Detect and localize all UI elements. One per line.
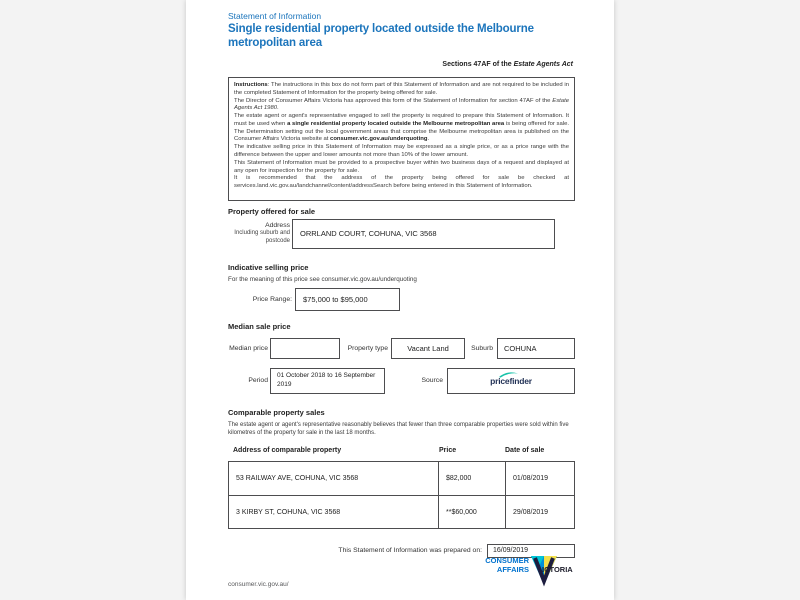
statement-of-information-page — [186, 0, 614, 600]
comparable-sales-note: The estate agent or agent's representative reasonably believes that fewer than three comparable properties were sold within five kilometres of the property for sale in the last 18 months. — [228, 422, 569, 437]
instructions-paragraph-3: The estate agent or agent's representative engaged to sell the property is required to prepare this Statement of Information. It must be used when a single residential property located outside the Melbourne metropolitan area is being offered for sale. The Determination setting out the local government areas that comprise the Melbourne metropolitan area is published on the Consumer Affairs Victoria website at consumer.vic.gov.au/underquoting. — [234, 113, 569, 143]
period-label: Period — [248, 377, 268, 384]
section-ref-act-name: Estate Agents Act — [513, 61, 573, 68]
instructions-paragraph-4: The indicative selling price in this Statement of Information may be expressed as a single price, or as a price range with the difference between the upper and lower amounts not more than 10% of the lower amount. — [234, 144, 569, 159]
median-price-label: Median price — [229, 345, 268, 352]
document-title: Single residential property located outside the Melbourne metropolitan area — [228, 23, 534, 49]
source-field — [447, 368, 575, 394]
address-sublabel: Including suburb and postcode — [234, 230, 290, 244]
underquoting-url: consumer.vic.gov.au/underquoting — [330, 136, 428, 143]
table-row — [229, 462, 574, 495]
instructions-paragraph-2: The Director of Consumer Affairs Victoria has approved this form of the Statement of Information for section 47AF of the Estate Agents Act 1980. — [234, 97, 569, 112]
instructions-box — [228, 77, 575, 201]
comparable-sales-heading: Comparable property sales — [228, 408, 325, 417]
address-field: ORRLAND COURT, COHUNA, VIC 3568 — [292, 219, 555, 249]
table-header-price: Price — [439, 447, 457, 454]
consumer-affairs-victoria-logo — [482, 555, 578, 593]
section-ref-prefix: Sections 47AF of the — [442, 61, 514, 68]
footer-website: consumer.vic.gov.au/ — [228, 581, 289, 588]
price-range-label: Price Range: — [252, 296, 292, 303]
table-header-address: Address of comparable property — [233, 447, 342, 454]
pricefinder-wordmark: pricefinder — [490, 376, 532, 386]
instructions-label: Instructions — [234, 82, 268, 88]
median-sale-price-heading: Median sale price — [228, 322, 291, 331]
table-row — [229, 495, 574, 528]
pricefinder-swoosh-icon — [499, 370, 519, 378]
suburb-field: COHUNA — [497, 338, 575, 359]
document-eyebrow: Statement of Information — [228, 11, 322, 21]
legal-section-reference — [442, 61, 573, 68]
indicative-price-heading: Indicative selling price — [228, 263, 309, 272]
cell-address: 3 KIRBY ST, COHUNA, VIC 3568 — [236, 508, 341, 516]
cell-price: $82,000 — [438, 462, 505, 495]
cell-address: 53 RAILWAY AVE, COHUNA, VIC 3568 — [236, 475, 359, 482]
act-name-italic: Estate Agents Act 1980 — [234, 97, 569, 112]
price-range-field: $75,000 to $95,000 — [295, 288, 400, 311]
property-type-field: Vacant Land — [391, 338, 465, 359]
table-header-date: Date of sale — [505, 447, 545, 454]
indicative-price-note: For the meaning of this price see consumer.vic.gov.au/underquoting — [228, 276, 417, 283]
instructions-paragraph-1: Instructions: The instructions in this box do not form part of this Statement of Information and are not required to be included in the completed Statement of Information for the property being offered for sale. — [234, 82, 569, 96]
logo-victoria-text: ICTORIA — [542, 565, 573, 574]
source-label: Source — [421, 377, 443, 384]
pricefinder-logo — [490, 376, 532, 386]
prepared-on-field: 16/09/2019 — [487, 544, 575, 558]
cell-price: **$60,000 — [438, 496, 505, 528]
instructions-paragraph-6: It is recommended that the address of the property being offered for sale be checked at services.land.vic.gov.au/landchannel/content/addressSearch before being entered in this Statement of Information. — [234, 175, 569, 190]
median-price-field — [270, 338, 340, 359]
cell-date: 29/08/2019 — [505, 496, 574, 528]
property-type-label: Property type — [347, 345, 388, 352]
suburb-label: Suburb — [471, 345, 493, 352]
address-label: Address Including suburb and postcode — [228, 222, 290, 245]
comparable-sales-table — [228, 461, 575, 529]
period-field: 01 October 2018 to 16 September 2019 — [270, 368, 385, 394]
cell-date: 01/08/2019 — [505, 462, 574, 495]
property-offered-heading: Property offered for sale — [228, 207, 316, 216]
instructions-paragraph-5: This Statement of Information must be provided to a prospective buyer within two business days of a request and displayed at any open for inspection for the property for sale. — [234, 159, 569, 174]
logo-affairs-text: AFFAIRS — [496, 565, 529, 574]
logo-consumer-text: CONSUMER — [485, 556, 529, 565]
prepared-on-label: This Statement of Information was prepared on: — [338, 547, 482, 554]
